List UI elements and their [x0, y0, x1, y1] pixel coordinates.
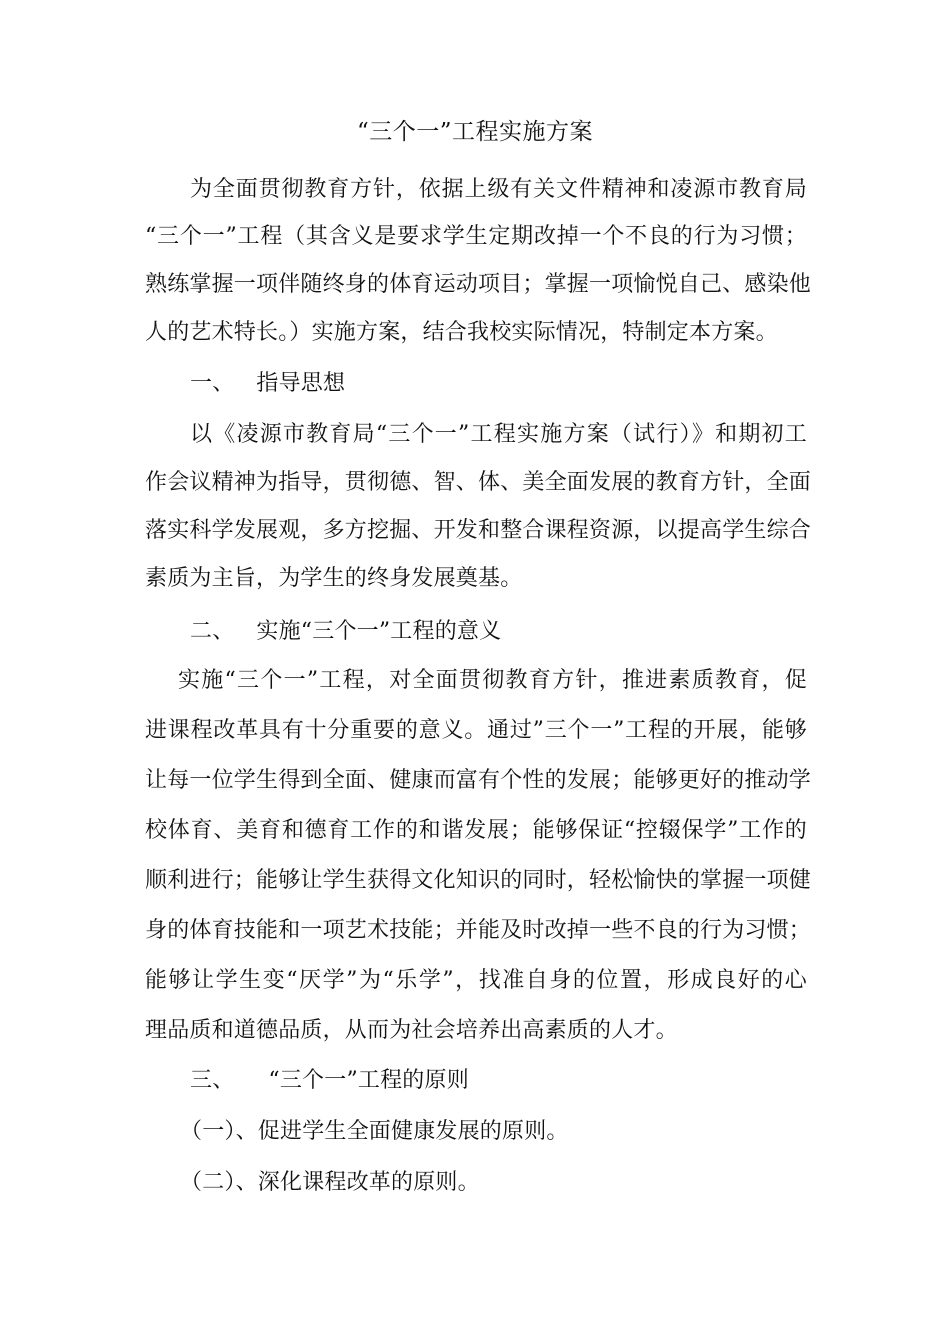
intro-line-2: “三个一”工程（其含义是要求学生定期改掉一个不良的行为习惯；: [145, 224, 807, 249]
section2-heading: [190, 612, 852, 652]
section2-line-4: 校体育、美育和德育工作的和谐发展；能够保证“控辍保学”工作的: [145, 818, 807, 843]
document-title: “三个一”工程实施方案: [356, 119, 594, 145]
section2-line-1: 实施“三个一”工程，对全面贯彻教育方针，推进素质教育，促: [178, 668, 807, 693]
section2-line-5: 顺利进行；能够让学生获得文化知识的同时，轻松愉快的掌握一项健: [145, 868, 812, 893]
section1-heading: [190, 364, 852, 404]
section3-item-1: （一）、促进学生全面健康发展的原则。: [180, 1119, 569, 1144]
section2-line-6: 身的体育技能和一项艺术技能；并能及时改掉一些不良的行为习惯；: [145, 918, 812, 943]
section3-heading: [190, 1061, 852, 1101]
section2-line-7: 能够让学生变“厌学”为“乐学”，找准自身的位置，形成良好的心: [145, 968, 807, 993]
section1-line-4: 素质为主旨，为学生的终身发展奠基。: [145, 566, 523, 591]
section2-title: 实施“三个一”工程的意义: [256, 619, 502, 644]
section1-number: 一、: [190, 371, 235, 396]
intro-line-1: 为全面贯彻教育方针，依据上级有关文件精神和凌源市教育局: [190, 177, 807, 202]
section3-item-2: （二）、深化课程改革的原则。: [180, 1170, 480, 1195]
section1-title: 指导思想: [256, 371, 346, 396]
intro-line-3: 熟练掌握一项伴随终身的体育运动项目；掌握一项愉悦自己、感染他: [145, 272, 812, 297]
section2-line-3: 让每一位学生得到全面、健康而富有个性的发展；能够更好的推动学: [145, 768, 812, 793]
section1-line-3: 落实科学发展观，多方挖掘、开发和整合课程资源，以提高学生综合: [145, 518, 812, 543]
section2-line-8: 理品质和道德品质，从而为社会培养出高素质的人才。: [145, 1018, 678, 1043]
section3-number: 三、: [190, 1068, 235, 1093]
section1-line-1: 以《凌源市教育局“三个一”工程实施方案（试行）》和期初工: [190, 422, 807, 447]
intro-line-4: 人的艺术特长。）实施方案，结合我校实际情况，特制定本方案。: [145, 320, 778, 345]
section1-line-2: 作会议精神为指导，贯彻德、智、体、美全面发展的教育方针，全面: [145, 470, 812, 495]
section2-number: 二、: [190, 619, 235, 644]
section3-title: “三个一”工程的原则: [268, 1068, 469, 1093]
section2-line-2: 进课程改革具有十分重要的意义。通过”三个一”工程的开展，能够: [145, 718, 807, 743]
